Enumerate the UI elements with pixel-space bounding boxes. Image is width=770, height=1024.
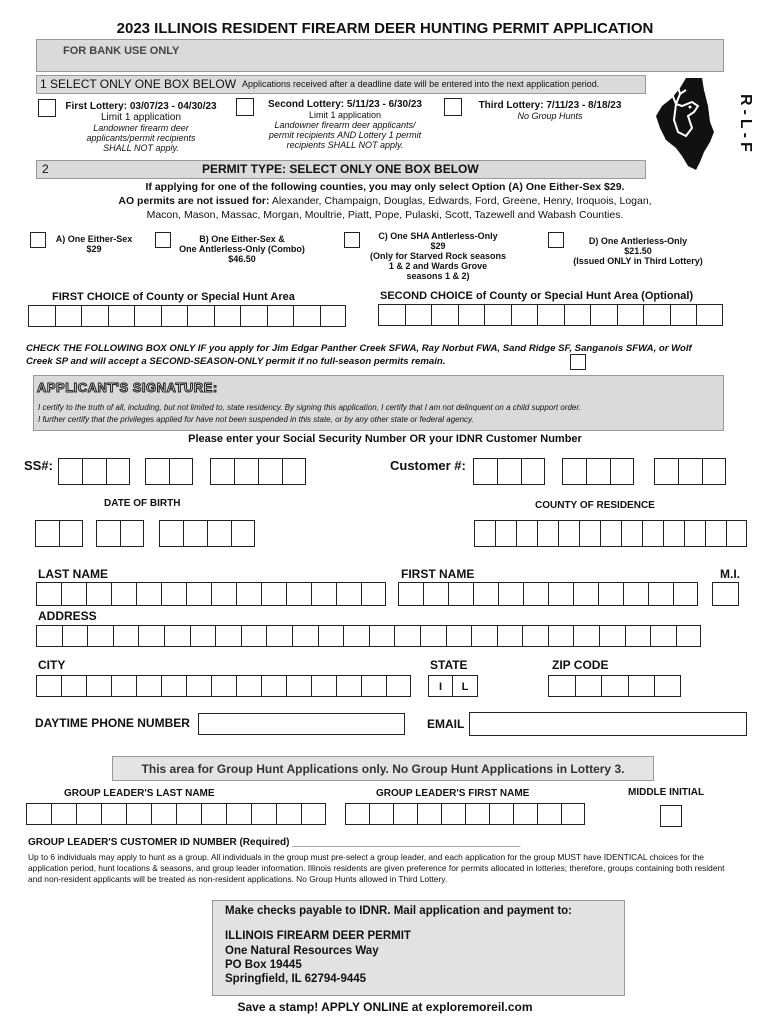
option-c-checkbox[interactable] [344, 232, 360, 248]
character-cell[interactable] [151, 803, 176, 825]
second-choice-label: SECOND CHOICE of County or Special Hunt Area (Optional) [380, 290, 694, 302]
character-cell[interactable] [575, 675, 602, 697]
character-cell[interactable] [161, 675, 186, 697]
group-leader-id-label: GROUP LEADER'S CUSTOMER ID NUMBER (Required) _________________________________________ [28, 837, 521, 848]
option-a-title: A) One Either-Sex [55, 234, 133, 244]
address-cells[interactable] [36, 625, 701, 647]
character-cell[interactable] [159, 520, 183, 547]
dob-month[interactable] [35, 520, 83, 547]
group-banner [112, 756, 654, 781]
character-cell[interactable] [176, 803, 201, 825]
character-cell[interactable] [111, 675, 136, 697]
county-cells[interactable] [474, 520, 747, 547]
character-cell[interactable] [726, 520, 747, 547]
character-cell[interactable] [241, 625, 267, 647]
character-cell[interactable] [86, 582, 111, 606]
dob-day[interactable] [96, 520, 144, 547]
character-cell[interactable] [161, 305, 188, 327]
character-cell[interactable] [234, 458, 258, 485]
character-cell[interactable] [261, 675, 286, 697]
character-cell[interactable] [621, 520, 642, 547]
character-cell[interactable] [643, 304, 670, 326]
character-cell[interactable] [369, 803, 393, 825]
footer: Save a stamp! APPLY ONLINE at exploremoreil.com [237, 1000, 533, 1014]
character-cell[interactable] [258, 458, 282, 485]
option-b-subtitle: One Antlerless-Only (Combo) [179, 244, 305, 254]
option-c-note2: 1 & 2 and Wards Grove seasons 1 & 2) [388, 261, 488, 281]
mi-label: M.I. [720, 567, 740, 581]
character-cell[interactable] [36, 582, 61, 606]
character-cell[interactable] [523, 582, 548, 606]
group-middle-initial-label: MIDDLE INITIAL [628, 787, 705, 798]
character-cell[interactable] [55, 305, 82, 327]
character-cell[interactable] [240, 305, 267, 327]
customer-part2[interactable] [562, 458, 634, 485]
character-cell[interactable] [642, 520, 663, 547]
character-cell[interactable] [76, 803, 101, 825]
email-label: EMAIL [427, 717, 465, 731]
character-cell[interactable] [28, 305, 55, 327]
character-cell[interactable] [101, 803, 126, 825]
character-cell[interactable] [420, 625, 446, 647]
character-cell[interactable] [336, 582, 361, 606]
character-cell[interactable] [598, 582, 623, 606]
character-cell[interactable] [497, 625, 523, 647]
character-cell[interactable] [318, 625, 344, 647]
group-fine-print: Up to 6 individuals may apply to hunt as a group. All individuals in the group must pre-select a group leader, and each application for the group MUST have IDENTICAL choices for the application period, hunt locations & seasons, and group leader information. Illinois residents are given preference for permits allocated in lotteries; therefore, groups containing both resident and non-resident applicants will be treated as non-resident applications. No Group Hunts allowed in Third Lottery. [28, 852, 725, 884]
mail-line-2: One Natural Resources Way [225, 945, 379, 957]
option-c-price: $29 [430, 241, 446, 251]
signature-area[interactable] [33, 375, 724, 431]
character-cell[interactable] [473, 582, 498, 606]
character-cell[interactable] [62, 625, 88, 647]
character-cell[interactable] [311, 582, 336, 606]
signature-certify-2: I further certify that the privileges applied for have not been suspended in this state, or by any other state or federal agency. [38, 415, 474, 424]
character-cell[interactable] [343, 625, 369, 647]
character-cell[interactable] [558, 520, 579, 547]
option-b-title: B) One Either-Sex & [199, 234, 285, 244]
character-cell[interactable] [394, 625, 420, 647]
last-name-cells[interactable] [36, 582, 386, 606]
city-cells[interactable] [36, 675, 411, 697]
character-cell[interactable] [207, 520, 231, 547]
character-cell[interactable] [96, 520, 120, 547]
first-lottery-title: First Lottery: 03/07/23 - 04/30/23 [65, 101, 217, 112]
character-cell[interactable] [684, 520, 705, 547]
first-lottery-option [56, 101, 226, 153]
character-cell[interactable] [465, 803, 489, 825]
character-cell[interactable] [417, 803, 441, 825]
character-cell[interactable] [120, 520, 144, 547]
character-cell[interactable] [378, 304, 405, 326]
second-lottery-title: Second Lottery: 5/11/23 - 6/30/23 [268, 99, 422, 110]
character-cell[interactable] [361, 582, 386, 606]
character-cell[interactable] [537, 803, 561, 825]
customer-label: Customer #: [390, 458, 466, 473]
character-cell[interactable] [87, 625, 113, 647]
character-cell[interactable] [676, 625, 702, 647]
second-lottery-option [250, 99, 440, 150]
character-cell[interactable] [573, 625, 599, 647]
character-cell[interactable] [59, 520, 83, 547]
character-cell[interactable] [136, 582, 161, 606]
third-lottery-note: No Group Hunts [517, 111, 583, 121]
ssn-part3[interactable] [210, 458, 306, 485]
option-b [172, 234, 312, 264]
character-cell[interactable] [51, 803, 76, 825]
character-cell[interactable] [423, 582, 448, 606]
mi-input[interactable] [712, 582, 739, 606]
character-cell[interactable] [516, 520, 537, 547]
character-cell[interactable] [625, 625, 651, 647]
side-code-text: R-L-F [737, 94, 754, 156]
character-cell[interactable] [702, 458, 726, 485]
last-name-label: LAST NAME [38, 567, 108, 581]
option-a-checkbox[interactable] [30, 232, 46, 248]
character-cell[interactable] [226, 803, 251, 825]
character-cell[interactable] [548, 582, 573, 606]
character-cell[interactable] [236, 582, 261, 606]
first-lottery-checkbox[interactable] [38, 99, 56, 117]
second-season-checkbox[interactable] [570, 354, 586, 370]
side-code [734, 94, 754, 156]
character-cell[interactable] [261, 582, 286, 606]
section2-header [36, 160, 646, 179]
character-cell[interactable] [276, 803, 301, 825]
character-cell[interactable] [134, 305, 161, 327]
character-cell[interactable] [522, 625, 548, 647]
section1-heading: 1 SELECT ONLY ONE BOX BELOW [40, 77, 237, 91]
character-cell[interactable] [650, 625, 676, 647]
character-cell[interactable] [82, 458, 106, 485]
character-cell[interactable] [431, 304, 458, 326]
group-middle-initial-input[interactable] [660, 805, 682, 827]
character-cell[interactable] [190, 625, 216, 647]
character-cell[interactable] [393, 803, 417, 825]
character-cell[interactable] [187, 305, 214, 327]
mail-line-3: PO Box 19445 [225, 959, 302, 971]
character-cell[interactable] [458, 304, 485, 326]
character-cell[interactable] [398, 582, 423, 606]
second-lottery-note: Landowner firearm deer applicants/ permit recipients AND Lottery 1 permit recipients SHALL NOT apply. [268, 120, 422, 150]
character-cell[interactable] [405, 304, 432, 326]
character-cell[interactable] [61, 675, 86, 697]
permit-intro-2 [0, 195, 770, 207]
character-cell[interactable] [471, 625, 497, 647]
first-choice-cells[interactable] [28, 305, 346, 327]
character-cell[interactable] [484, 304, 511, 326]
character-cell[interactable] [183, 520, 207, 547]
option-c-note1: (Only for Starved Rock seasons [369, 251, 507, 261]
character-cell[interactable] [36, 675, 61, 697]
character-cell[interactable] [648, 582, 673, 606]
group-leader-last-cells[interactable] [26, 803, 326, 825]
option-a-price: $29 [86, 244, 102, 254]
character-cell[interactable] [293, 305, 320, 327]
character-cell[interactable] [251, 803, 276, 825]
character-cell[interactable] [617, 304, 644, 326]
character-cell[interactable] [301, 803, 326, 825]
character-cell[interactable] [282, 458, 306, 485]
character-cell[interactable] [136, 675, 161, 697]
section2-number: 2 [42, 162, 49, 176]
character-cell[interactable] [286, 582, 311, 606]
character-cell[interactable] [26, 803, 51, 825]
character-cell[interactable] [601, 675, 628, 697]
mail-line-1: ILLINOIS FIREARM DEER PERMIT [225, 930, 411, 942]
character-cell[interactable] [599, 625, 625, 647]
character-cell[interactable] [495, 520, 516, 547]
character-cell[interactable] [489, 803, 513, 825]
ss-label: SS#: [24, 458, 53, 473]
character-cell[interactable] [654, 675, 681, 697]
character-cell[interactable] [548, 675, 575, 697]
group-leader-last-label: GROUP LEADER'S LAST NAME [64, 788, 215, 799]
character-cell[interactable] [579, 520, 600, 547]
character-cell[interactable] [231, 520, 255, 547]
character-cell[interactable] [537, 520, 558, 547]
second-lottery-limit: Limit 1 application [308, 110, 382, 120]
character-cell[interactable] [573, 582, 598, 606]
ssn-part1[interactable] [58, 458, 130, 485]
character-cell[interactable] [161, 582, 186, 606]
character-cell[interactable] [108, 305, 135, 327]
character-cell[interactable] [236, 675, 261, 697]
character-cell[interactable] [561, 803, 585, 825]
customer-part3[interactable] [654, 458, 726, 485]
signature-certify-1: I certify to the truth of all, including, but not limited to, state residency. By signing this application, I certify that I am not delinquent on a child support order. [38, 403, 581, 412]
bank-use-label: FOR BANK USE ONLY [63, 45, 180, 57]
character-cell[interactable] [61, 582, 86, 606]
option-d-title: D) One Antlerless-Only [588, 236, 688, 246]
ssn-prompt: Please enter your Social Security Number OR your IDNR Customer Number [188, 433, 582, 445]
option-a [48, 234, 140, 254]
option-d [560, 236, 716, 266]
county-label: COUNTY OF RESIDENCE [535, 500, 655, 511]
character-cell[interactable] [521, 458, 545, 485]
character-cell[interactable] [210, 458, 234, 485]
option-d-price: $21.50 [624, 246, 652, 256]
dob-label: DATE OF BIRTH [104, 498, 181, 509]
character-cell[interactable] [345, 803, 369, 825]
character-cell[interactable] [164, 625, 190, 647]
character-cell[interactable] [448, 582, 473, 606]
character-cell[interactable] [211, 582, 236, 606]
checks-payable: Make checks payable to IDNR. Mail application and payment to: [225, 905, 572, 917]
option-b-checkbox[interactable] [155, 232, 171, 248]
character-cell[interactable] [186, 582, 211, 606]
option-d-note: (Issued ONLY in Third Lottery) [573, 256, 703, 266]
character-cell[interactable] [35, 520, 59, 547]
phone-input[interactable] [198, 713, 405, 735]
character-cell[interactable] [548, 625, 574, 647]
character-cell[interactable] [286, 675, 311, 697]
customer-part1[interactable] [473, 458, 545, 485]
section2-heading: PERMIT TYPE: SELECT ONLY ONE BOX BELOW [202, 162, 479, 176]
character-cell[interactable] [58, 458, 82, 485]
dob-year[interactable] [159, 520, 255, 547]
state-cell-1: I [428, 675, 453, 697]
character-cell[interactable] [511, 304, 538, 326]
third-lottery-option [460, 100, 640, 121]
character-cell[interactable] [497, 458, 521, 485]
character-cell[interactable] [441, 803, 465, 825]
character-cell[interactable] [670, 304, 697, 326]
group-leader-first-label: GROUP LEADER'S FIRST NAME [376, 788, 530, 799]
character-cell[interactable] [106, 458, 130, 485]
option-c [360, 231, 516, 281]
character-cell[interactable] [590, 304, 617, 326]
permit-intro-2-text: Alexander, Champaign, Douglas, Edwards, Ford, Greene, Henry, Iroquois, Logan, [269, 195, 652, 207]
character-cell[interactable] [473, 458, 497, 485]
ssn-part2[interactable] [145, 458, 193, 485]
mail-info-box [212, 900, 625, 996]
signature-heading: APPLICANT'S SIGNATURE: [37, 380, 218, 395]
character-cell[interactable] [320, 305, 347, 327]
zip-label: ZIP CODE [552, 658, 609, 672]
email-input[interactable] [469, 712, 747, 736]
character-cell[interactable] [169, 458, 193, 485]
character-cell[interactable] [86, 675, 111, 697]
city-label: CITY [38, 658, 66, 672]
character-cell[interactable] [111, 582, 136, 606]
group-leader-first-cells[interactable] [345, 803, 585, 825]
character-cell[interactable] [201, 803, 226, 825]
character-cell[interactable] [361, 675, 386, 697]
state-label: STATE [430, 658, 468, 672]
section1-note: Applications received after a deadline date will be entered into the next application period. [242, 79, 600, 89]
phone-label: DAYTIME PHONE NUMBER [35, 716, 190, 730]
second-season-note: CHECK THE FOLLOWING BOX ONLY IF you apply for Jim Edgar Panther Creek SFWA, Ray Norbut FWA, Sand Ridge SF, Sanganois SFWA, or Wolf Creek SP and will accept a SECOND-SEASON-ONLY permit if no full-season permits remain. [26, 343, 692, 367]
character-cell[interactable] [562, 458, 586, 485]
first-lottery-note: Landowner firearm deer applicants/permit recipients SHALL NOT apply. [86, 123, 196, 153]
state-cells [428, 675, 478, 697]
form-title: 2023 ILLINOIS RESIDENT FIREARM DEER HUNTING PERMIT APPLICATION [116, 20, 654, 37]
character-cell[interactable] [292, 625, 318, 647]
character-cell[interactable] [564, 304, 591, 326]
character-cell[interactable] [145, 458, 169, 485]
group-banner-text: This area for Group Hunt Applications only. No Group Hunt Applications in Lottery 3. [141, 762, 625, 776]
character-cell[interactable] [138, 625, 164, 647]
second-choice-cells[interactable] [378, 304, 723, 326]
character-cell[interactable] [267, 305, 294, 327]
first-name-label: FIRST NAME [401, 567, 475, 581]
character-cell[interactable] [214, 305, 241, 327]
character-cell[interactable] [311, 675, 336, 697]
character-cell[interactable] [266, 625, 292, 647]
permit-intro-1: If applying for one of the following counties, you may only select Option (A) One Either-Sex $29. [145, 181, 625, 193]
character-cell[interactable] [336, 675, 361, 697]
character-cell[interactable] [537, 304, 564, 326]
option-c-title: C) One SHA Antlerless-Only [378, 231, 498, 241]
first-name-cells[interactable] [398, 582, 698, 606]
character-cell[interactable] [610, 458, 634, 485]
character-cell[interactable] [211, 675, 236, 697]
character-cell[interactable] [654, 458, 678, 485]
third-lottery-title: Third Lottery: 7/11/23 - 8/18/23 [478, 100, 622, 111]
character-cell[interactable] [623, 582, 648, 606]
first-lottery-limit: Limit 1 application [100, 112, 182, 123]
section1-header [36, 75, 646, 94]
character-cell[interactable] [369, 625, 395, 647]
character-cell[interactable] [186, 675, 211, 697]
address-label: ADDRESS [38, 609, 97, 623]
character-cell[interactable] [673, 582, 698, 606]
state-cell-2: L [453, 675, 478, 697]
permit-intro-3: Macon, Mason, Massac, Morgan, Moultrie, Piatt, Pope, Pulaski, Scott, Tazewell and Wabash Counties. [146, 209, 624, 221]
zip-cells[interactable] [548, 675, 681, 697]
permit-intro-2-bold: AO permits are not issued for: [118, 195, 270, 207]
character-cell[interactable] [81, 305, 108, 327]
option-b-price: $46.50 [228, 254, 256, 264]
first-choice-label: FIRST CHOICE of County or Special Hunt Area [52, 291, 295, 303]
character-cell[interactable] [215, 625, 241, 647]
character-cell[interactable] [474, 520, 495, 547]
character-cell[interactable] [386, 675, 411, 697]
character-cell[interactable] [600, 520, 621, 547]
character-cell[interactable] [696, 304, 723, 326]
character-cell[interactable] [663, 520, 684, 547]
character-cell[interactable] [126, 803, 151, 825]
mail-line-4: Springfield, IL 62794-9445 [225, 973, 367, 985]
character-cell[interactable] [446, 625, 472, 647]
character-cell[interactable] [36, 625, 62, 647]
bank-use-area [36, 39, 724, 72]
character-cell[interactable] [513, 803, 537, 825]
character-cell[interactable] [498, 582, 523, 606]
character-cell[interactable] [628, 675, 655, 697]
illinois-deer-logo [652, 76, 716, 172]
character-cell[interactable] [678, 458, 702, 485]
character-cell[interactable] [705, 520, 726, 547]
character-cell[interactable] [113, 625, 139, 647]
character-cell[interactable] [586, 458, 610, 485]
